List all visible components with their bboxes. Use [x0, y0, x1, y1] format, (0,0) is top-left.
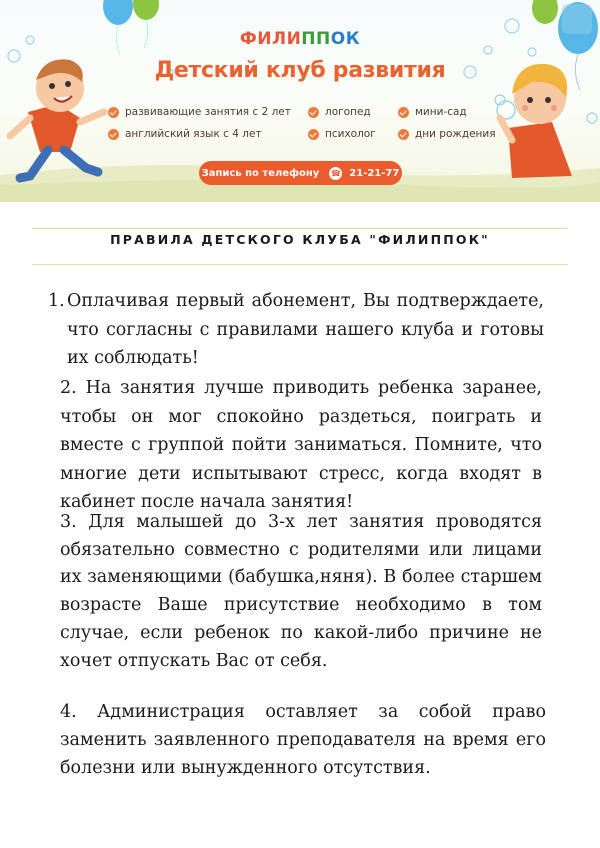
feature-label: дни рождения — [415, 128, 496, 140]
check-icon — [308, 129, 319, 140]
phone-icon: ☎ — [330, 168, 341, 178]
rule-item-2: 2. На занятия лучше приводить ребенка заранее, чтобы он мог спокойно раздеться, поиграть и вместе с группой пойти заниматься. Помните, что многие дети испытывают стресс, когда входят в кабинет после начала занятия! — [60, 378, 542, 512]
check-icon — [398, 129, 409, 140]
check-icon — [108, 107, 119, 118]
check-icon — [398, 107, 409, 118]
phone-booking-badge[interactable] — [199, 161, 402, 185]
feature-item — [108, 106, 291, 118]
feature-item — [108, 128, 262, 140]
club-logo — [0, 29, 600, 49]
phone-label: Запись по телефону — [201, 167, 320, 179]
divider-top — [32, 228, 568, 229]
check-icon — [108, 129, 119, 140]
header-banner — [0, 0, 600, 202]
logo-text-part: ФИЛИ — [239, 29, 302, 49]
club-title: Детский клуб развития — [154, 58, 446, 83]
feature-label: английский язык с 4 лет — [125, 128, 262, 140]
divider-bottom — [32, 264, 568, 265]
check-icon — [308, 107, 319, 118]
rule-item-3: 3. Для малышей до 3-х лет занятия проводятся обязательно совместно с родителями или лицами их заменяющими (бабушка,няня). В более старшем возрасте Ваше присутствие необходимо в том случае, если ребенок по какой-либо причине не хочет отпускать Вас от себя. — [60, 512, 542, 671]
feature-item — [398, 128, 496, 140]
feature-label: психолог — [325, 128, 376, 140]
rule-number: 1. — [48, 291, 65, 311]
feature-item — [308, 106, 371, 118]
feature-label: мини-сад — [415, 106, 467, 118]
phone-number[interactable]: 21-21-77 — [349, 167, 400, 179]
rule-item-1: Оплачивая первый абонемент, Вы подтверждаете, что согласны с правилами нашего клуба и готовы их соблюдать! — [67, 291, 544, 368]
feature-label: логопед — [325, 106, 371, 118]
feature-item — [398, 106, 467, 118]
logo-text-part: ПП — [301, 29, 331, 49]
rules-heading: ПРАВИЛА ДЕТСКОГО КЛУБА "ФИЛИППОК" — [110, 232, 490, 247]
logo-text-part: ОК — [330, 29, 361, 49]
rule-item-4: 4. Администрация оставляет за собой право заменить заявленного преподавателя на время его болезни или вынужденного отсутствия. — [60, 702, 546, 778]
feature-item — [308, 128, 376, 140]
feature-label: развивающие занятия с 2 лет — [125, 106, 291, 118]
